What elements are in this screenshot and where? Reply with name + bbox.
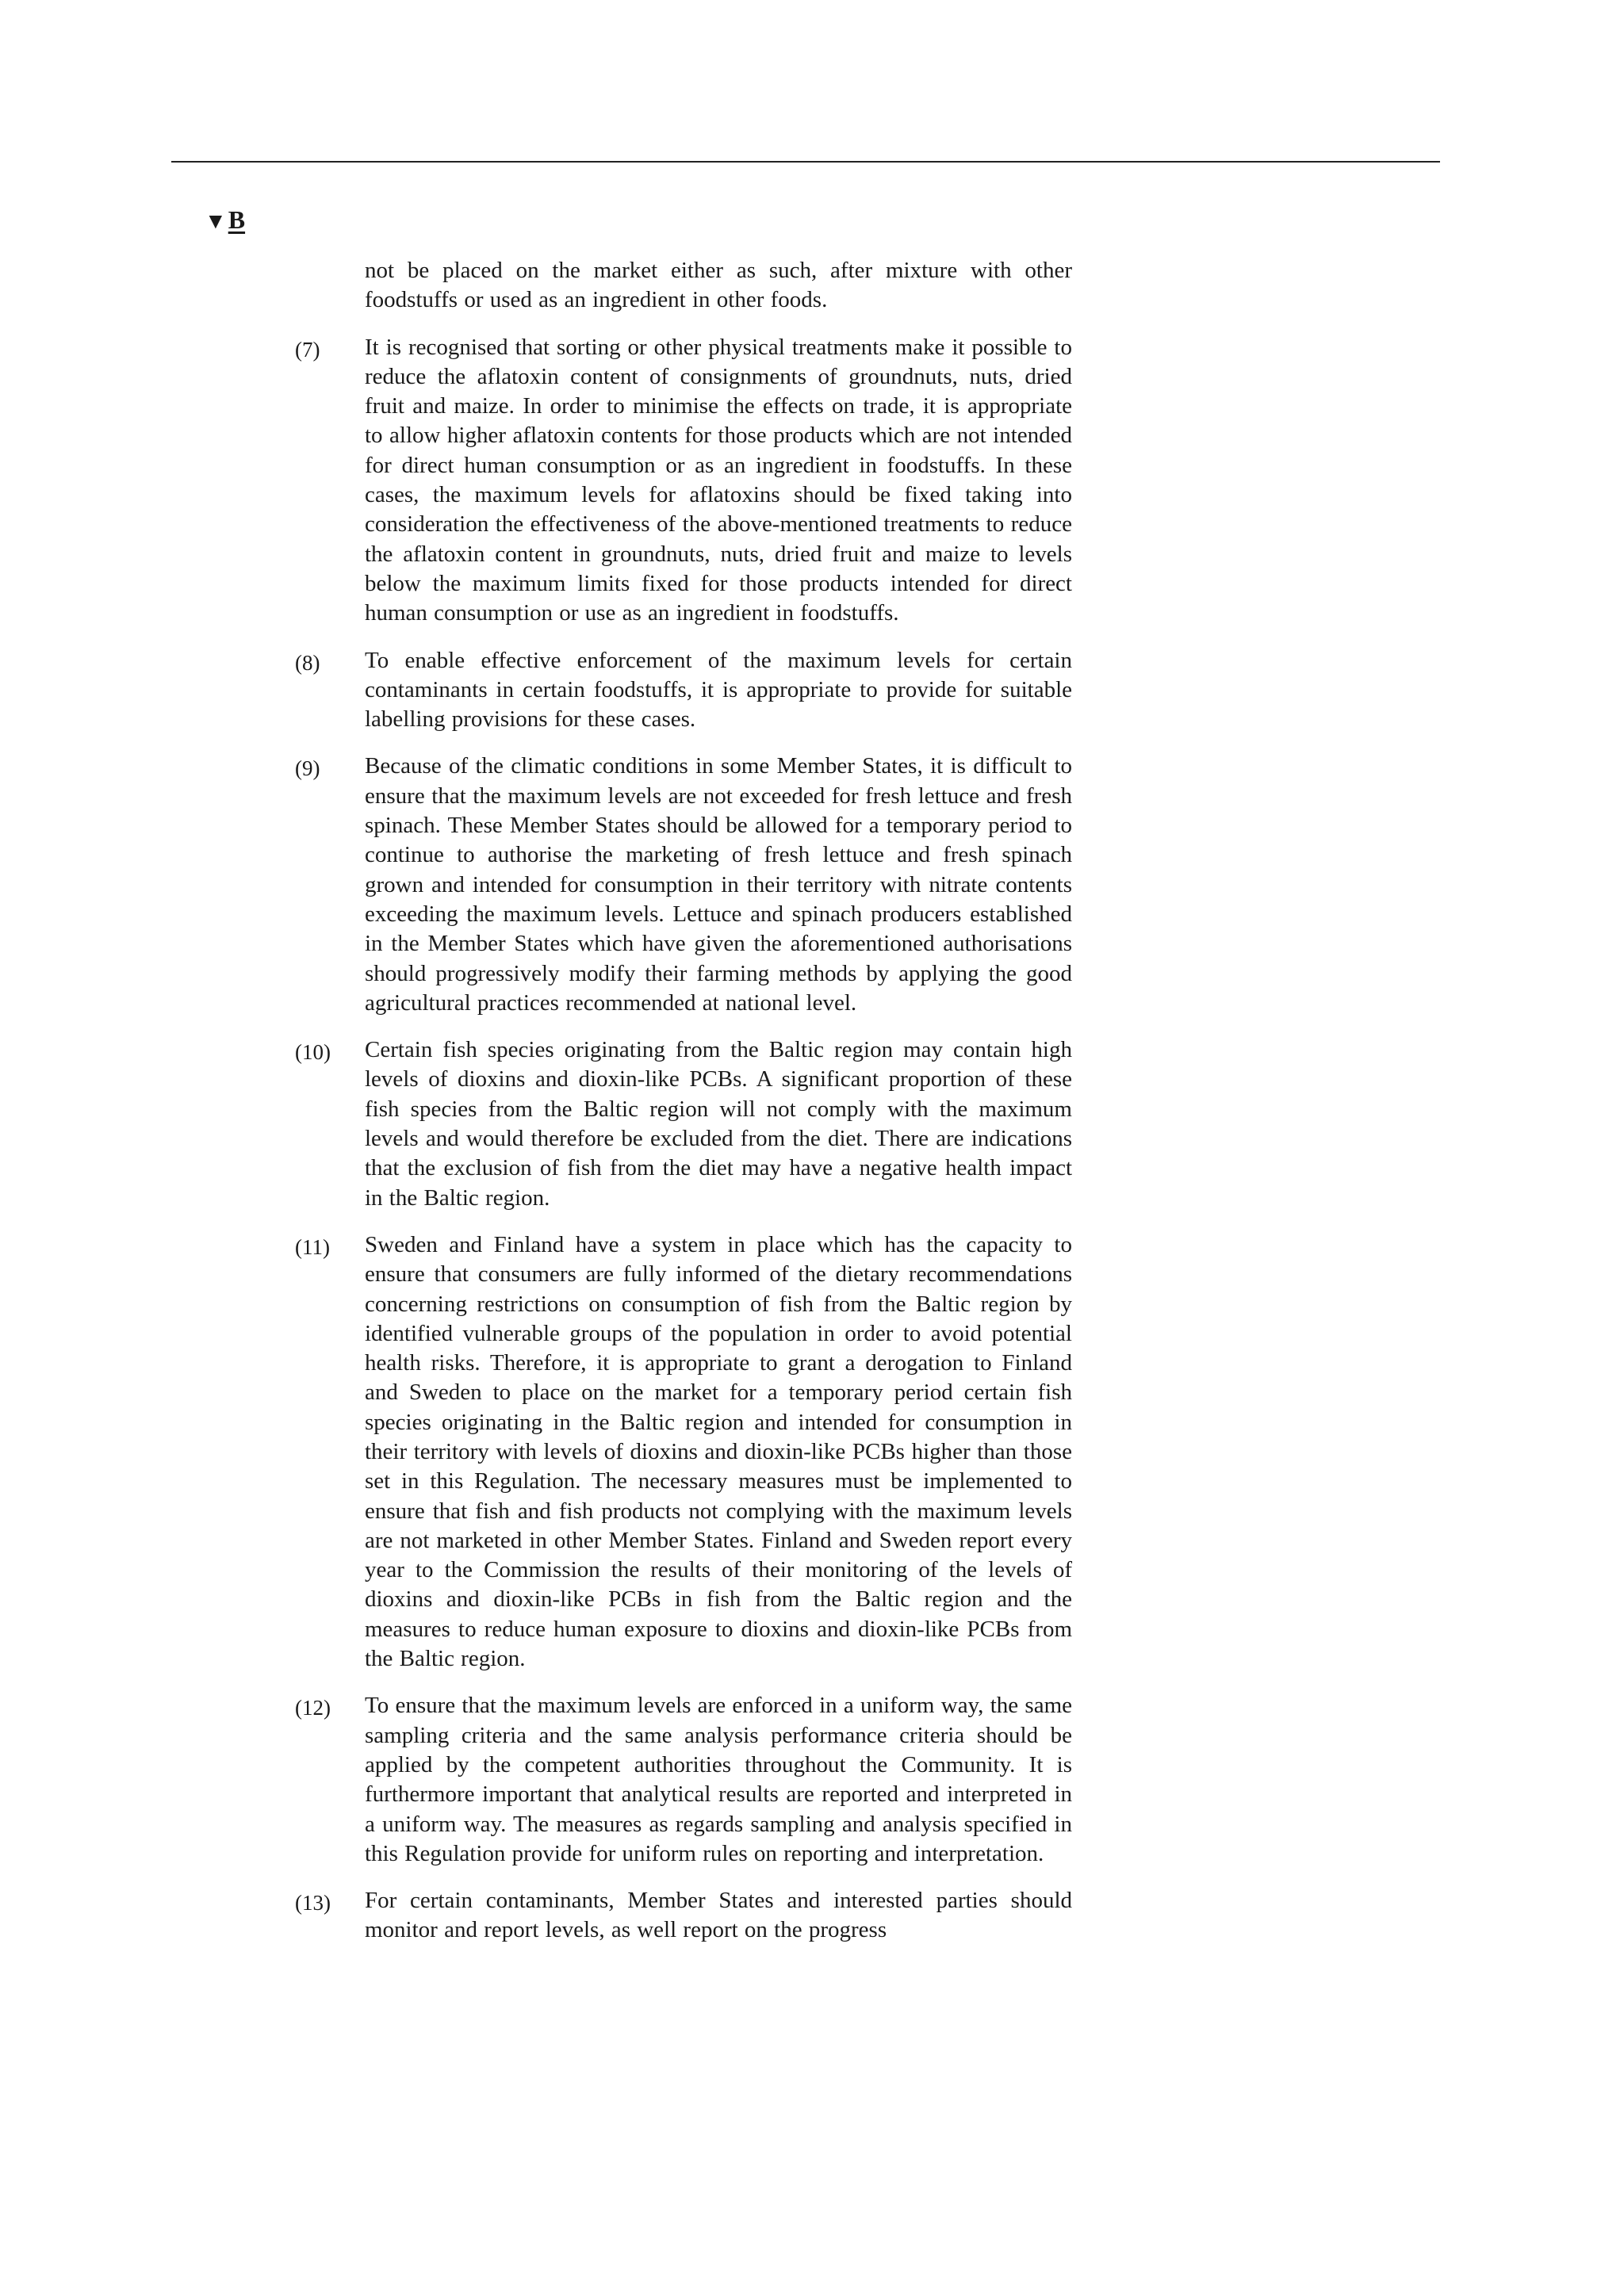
recital-12 <box>0 1691 1624 1869</box>
continuation-paragraph <box>0 256 1624 316</box>
recital-13 <box>0 1886 1624 1946</box>
recital-text: To ensure that the maximum levels are enforced in a uniform way, the same sampling criteria and the same analysis performance criteria should be applied by the competent authorities throughout the Community. It is furthermore important that analytical results are reported and interpreted in a uniform way. The measures as regards sampling and analysis specified in this Regulation provide for uniform rules on reporting and interpretation. <box>365 1693 1072 1866</box>
recital-text: Certain fish species originating from the Baltic region may contain high levels of dioxins and dioxin-like PCBs. A significant proportion of these fish species from the Baltic region will not comply with the maximum levels and would therefore be excluded from the diet. There are indications that the exclusion of fish from the diet may have a negative health impact in the Baltic region. <box>365 1037 1072 1211</box>
document-body <box>0 256 1624 1963</box>
marker-letter-link[interactable]: B <box>228 205 246 234</box>
triangle-icon: ▼ <box>205 209 227 234</box>
recital-number: (7) <box>295 337 320 362</box>
recital-text: To enable effective enforcement of the maximum levels for certain contaminants in certain foodstuffs, it is appropriate to provide for suitable labelling provisions for these cases. <box>365 647 1072 733</box>
recital-number: (8) <box>295 650 320 675</box>
recital-text: Sweden and Finland have a system in place which has the capacity to ensure that consumers are fully informed of the dietary recommendations concerning restrictions on consumption of fish from the Baltic region by identified vulnerable groups of the population in order to avoid potential health risks. Therefore, it is appropriate to grant a derogation to Finland and Sweden to place on the market for a temporary period certain fish species originating in the Baltic region and intended for consumption in their territory with levels of dioxins and dioxin-like PCBs higher than those set in this Regulation. The necessary measures must be implemented to ensure that fish and fish products not complying with the maximum levels are not marketed in other Member States. Finland and Sweden report every year to the Commission the results of their monitoring of the levels of dioxins and dioxin-like PCBs in fish from the Baltic region and the measures to reduce human exposure to dioxins and dioxin-like PCBs from the Baltic region. <box>365 1231 1072 1672</box>
recital-9 <box>0 752 1624 1018</box>
paragraph-text: not be placed on the market either as such, after mixture with other foodstuffs or used as an ingredient in other foods. <box>365 258 1072 313</box>
header-rule <box>171 161 1440 163</box>
recital-number: (11) <box>295 1234 330 1259</box>
recital-text: For certain contaminants, Member States and interested parties should monitor and report levels, as well report on the progress <box>365 1888 1072 1943</box>
recital-11 <box>0 1230 1624 1674</box>
recital-text: Because of the climatic conditions in some Member States, it is difficult to ensure that the maximum levels are not exceeded for fresh lettuce and fresh spinach. These Member States should be allowed for a temporary period to continue to authorise the marketing of fresh lettuce and fresh spinach grown and intended for consumption in their territory with nitrate contents exceeding the maximum levels. Lettuce and spinach producers established in the Member States which have given the aforementioned authorisations should progressively modify their farming methods by applying the good agricultural practices recommended at national level. <box>365 753 1072 1016</box>
recital-number: (13) <box>295 1891 331 1915</box>
recital-number: (12) <box>295 1696 331 1720</box>
recital-7 <box>0 333 1624 629</box>
amendment-marker <box>205 204 245 238</box>
recital-10 <box>0 1035 1624 1213</box>
recital-number: (10) <box>295 1040 331 1065</box>
recital-number: (9) <box>295 756 320 781</box>
recital-text: It is recognised that sorting or other physical treatments make it possible to reduce the aflatoxin content of consignments of groundnuts, nuts, dried fruit and maize. In order to minimise the effects on trade, it is appropriate to allow higher aflatoxin contents for those products which are not intended for direct human consumption or as an ingredient in foodstuffs. In these cases, the maximum levels for aflatoxins should be fixed taking into consideration the effectiveness of the above-mentioned treatments to reduce the aflatoxin content in groundnuts, nuts, dried fruit and maize to levels below the maximum limits fixed for those products intended for direct human consumption or use as an ingredient in foodstuffs. <box>365 334 1072 626</box>
recital-8 <box>0 646 1624 735</box>
